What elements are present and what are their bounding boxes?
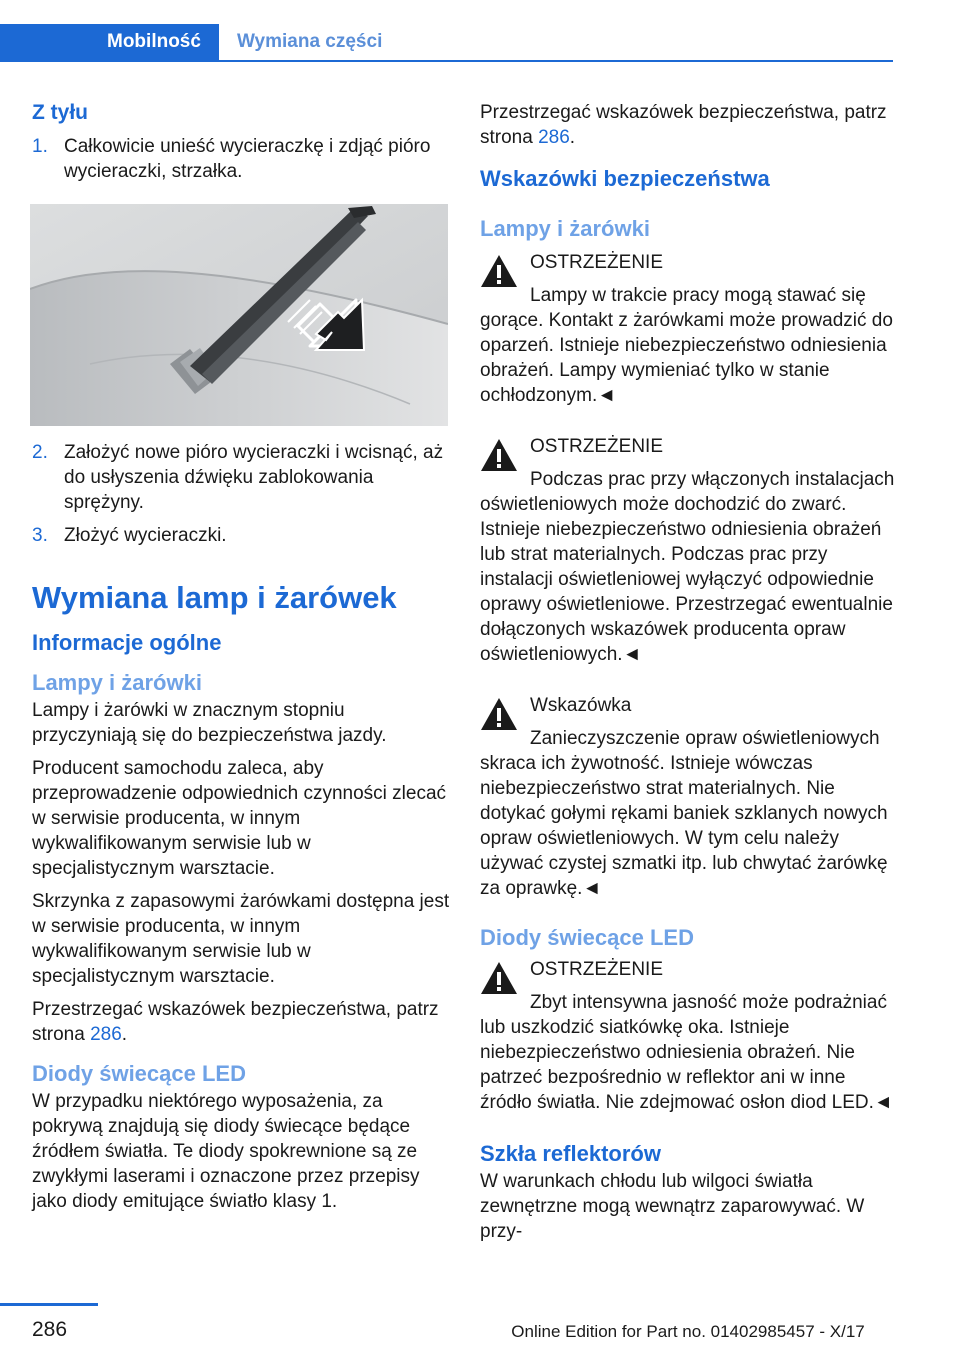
paragraph: W przypadku niektórego wyposażenia, za pokrywą znajdują się diody świecące będące źródłem światła. Te diody spokrewnione są ze zwykłymi laserami i oznaczone przez przepisy jako diody emitujące światło klasy 1. [32,1091,420,1212]
warning-triangle-icon [480,697,518,731]
tab-mobility[interactable]: Mobilność [0,24,219,60]
tab-parts-replacement[interactable]: Wymiana części [236,31,383,52]
led-heading: Diody świecące LED [480,925,694,950]
step-number: 1. [32,136,48,157]
list-item [32,523,450,548]
paragraph: Skrzynka z zapasowymi żarówkami dostępna jest w serwisie producenta, w innym wykwalifikowanym serwisie lub w specjalistycznym warsztacie. [32,891,450,987]
right-column [480,100,898,1252]
general-info-heading: Informacje ogólne [32,630,222,655]
page-number: 286 [32,1318,68,1341]
steps-list-2 [32,440,450,548]
warning-text: Zbyt intensywna jasność może podrażniać lub uszkodzić siatkówkę oka. Istnieje niebezpieczeństwo odniesienia obrażeń. Nie patrzeć bezpośrednio w reflektor ani w inne źródło światła. Nie zdejmować osłon diod LED.◄ [480,992,893,1113]
lamps-heading: Lampy i żarówki [480,216,650,241]
paragraph [480,100,898,150]
list-item [32,440,450,515]
step-text: Złożyć wycieraczki. [64,525,227,546]
safety-heading: Wskazówki bezpieczeństwa [480,166,770,191]
section-title-rear: Z tyłu [32,101,88,124]
warning-box [480,955,898,1115]
main-heading: Wymiana lamp i żarówek [32,580,397,615]
edition-label: Online Edition for Part no. 01402985457 - X/17 [511,1322,865,1341]
paragraph: W warunkach chłodu lub wilgoci światła zewnętrzne mogą wewnątrz zaparowywać. W przy- [480,1171,865,1242]
warning-title: OSTRZEŻENIE [530,252,664,273]
page-link[interactable]: 286 [538,127,570,148]
lamps-heading: Lampy i żarówki [32,670,202,695]
warning-triangle-icon [480,961,518,995]
step-number: 3. [32,525,48,546]
warning-box [480,248,898,408]
step-number: 2. [32,442,48,463]
paragraph-text: . [121,1024,128,1045]
warning-triangle-icon [480,254,518,288]
paragraph-text: Przestrzegać wskazówek bezpieczeństwa, patrz strona [480,102,887,148]
paragraph: Lampy i żarówki w znacznym stopniu przyczyniają się do bezpieczeństwa jazdy. [32,700,387,746]
warning-triangle-icon [480,438,518,472]
paragraph [32,997,450,1047]
lens-heading: Szkła reflektorów [480,1141,661,1166]
step-text: Założyć nowe pióro wycieraczki i wcisnąć, aż do usłyszenia dźwięku zablokowania sprężyny. [64,442,444,513]
note-box [480,691,898,901]
warning-text: Podczas prac przy włączonych instalacjach oświetleniowych może dochodzić do zwarć. Istnieje niebezpieczeństwo odniesienia obrażeń lub strat materialnych. Podczas prac przy instalacji oświetleniowej wyłączyć odpowiednie oprawy oświetleniowe. Przestrzegać ewentualnie dołączonych wskazówek producenta opraw oświetleniowych.◄ [480,469,895,665]
paragraph-text: Przestrzegać wskazówek bezpieczeństwa, patrz strona [32,999,439,1045]
paragraph: Producent samochodu zaleca, aby przeprowadzenie odpowiednich czynności zlecać w serwisie producenta, w innym wykwalifikowanym serwisie lub w specjalistycznym warsztacie. [32,758,447,879]
warning-title: OSTRZEŻENIE [530,959,664,980]
paragraph-text: . [569,127,576,148]
warning-text: Lampy w trakcie pracy mogą stawać się gorące. Kontakt z żarówkami może prowadzić do oparzeń. Istnieje niebezpieczeństwo odniesienia obrażeń. Lampy wymieniać tylko w stanie ochłodzonym.◄ [480,285,893,406]
wiper-photo [30,204,448,426]
led-heading: Diody świecące LED [32,1061,246,1086]
note-title: Wskazówka [530,695,632,716]
warning-title: OSTRZEŻENIE [530,436,664,457]
page-link[interactable]: 286 [90,1024,122,1045]
warning-box [480,432,898,667]
footer-divider [0,1303,98,1306]
header-tabs [0,24,893,62]
steps-list-1 [32,134,450,184]
left-column [32,100,450,1222]
note-text: Zanieczyszczenie opraw oświetleniowych skraca ich żywotność. Istnieje wówczas niebezpieczeństwo strat materialnych. Nie dotykać gołymi rękami baniek szklanych nowych opraw oświetleniowych. W tym celu należy używać czystej szmatki itp. lub chwytać żarówkę za oprawkę.◄ [480,728,888,899]
list-item [32,134,450,184]
step-text: Całkowicie unieść wycieraczkę i zdjąć pióro wycieraczki, strzałka. [64,136,431,182]
